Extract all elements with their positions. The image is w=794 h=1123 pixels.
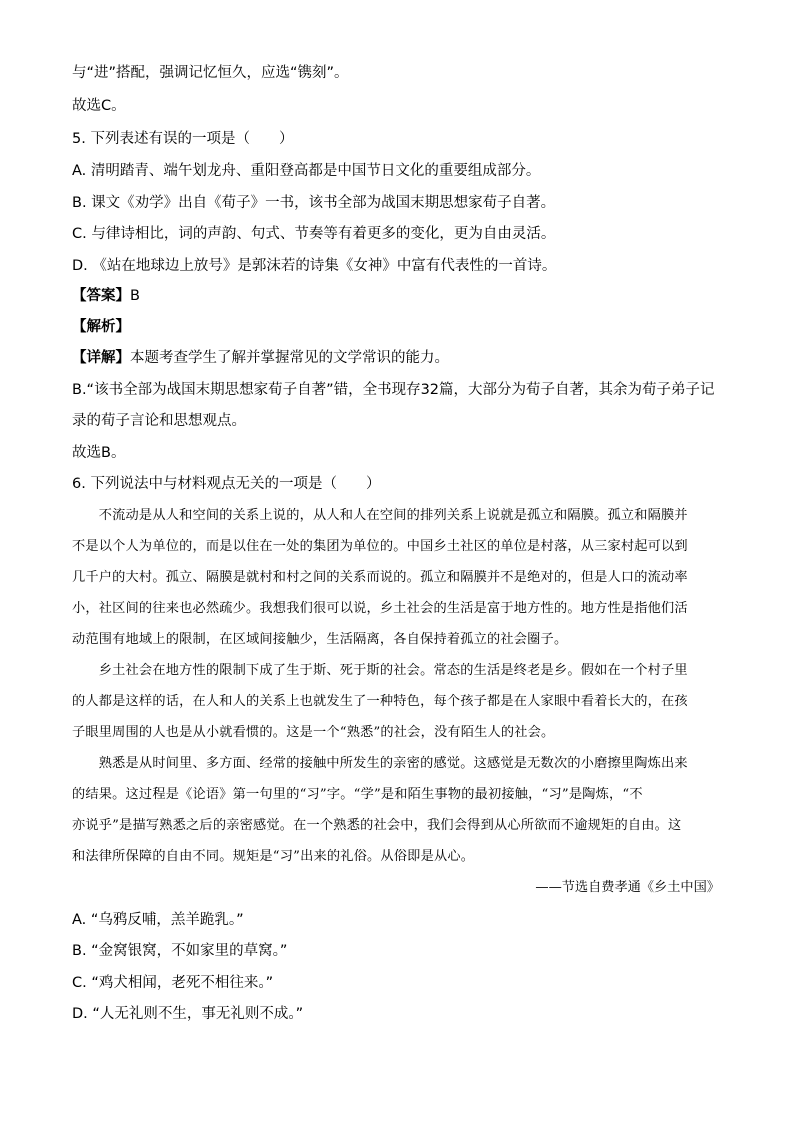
question-5-option-b: B. 课文《劝学》出自《荀子》一书，该书全部为战国末期思想家荀子自著。 bbox=[72, 195, 556, 211]
question-6-stem: 6. 下列说法中与材料观点无关的一项是（ ） bbox=[72, 476, 381, 492]
previous-conclusion: 故选C。 bbox=[72, 98, 126, 114]
passage-line: 子眼里周围的人也是从小就看惯的。这是一个“熟悉”的社会，没有陌生人的社会。 bbox=[72, 725, 555, 740]
answer-value: B bbox=[130, 288, 140, 304]
question-5-option-c: C. 与律诗相比，词的声韵、句式、节奏等有着更多的变化，更为自由灵活。 bbox=[72, 226, 556, 242]
analysis-label: 【解析】 bbox=[72, 319, 130, 335]
question-5-option-a: A. 清明踏青、端午划龙舟、重阳登高都是中国节日文化的重要组成部分。 bbox=[72, 163, 541, 179]
passage-line: 的人都是这样的话，在人和人的关系上也就发生了一种特色，每个孩子都是在人家眼中看着长大的，在孩 bbox=[72, 694, 688, 709]
question-5-answer bbox=[72, 286, 140, 306]
question-5-explanation-line-2: 录的荀子言论和思想观点。 bbox=[72, 413, 246, 429]
detail-label: 【详解】 bbox=[72, 350, 130, 366]
passage-line: 不流动是从人和空间的关系上说的，从人和人在空间的排列关系上说就是孤立和隔膜。孤立和隔膜并 bbox=[72, 508, 688, 523]
question-5-option-d: D. 《站在地球边上放号》是郭沫若的诗集《女神》中富有代表性的一首诗。 bbox=[72, 258, 557, 274]
question-5-conclusion: 故选B。 bbox=[72, 445, 126, 461]
passage-line: 乡土社会在地方性的限制下成了生于斯、死于斯的社会。常态的生活是终老是乡。假如在一个村子里 bbox=[72, 663, 688, 678]
detail-text: 本题考查学生了解并掌握常见的文学常识的能力。 bbox=[130, 350, 449, 366]
passage-source: ——节选自费孝通《乡土中国》 bbox=[535, 880, 720, 895]
answer-label: 【答案】 bbox=[72, 288, 130, 304]
passage-line: 和法律所保障的自由不同。规矩是“习”出来的礼俗。从俗即是从心。 bbox=[72, 849, 475, 864]
passage-line: 动范围有地域上的限制，在区域间接触少，生活隔离，各自保持着孤立的社会圈子。 bbox=[72, 632, 568, 647]
passage-line: 小，社区间的往来也必然疏少。我想我们很可以说，乡土社会的生活是富于地方性的。地方性是指他们活 bbox=[72, 601, 688, 616]
question-5-stem: 5. 下列表述有误的一项是（ ） bbox=[72, 131, 294, 147]
passage-line: 熟悉是从时间里、多方面、经常的接触中所发生的亲密的感觉。这感觉是无数次的小磨擦里陶炼出来 bbox=[72, 756, 688, 771]
passage-line: 的结果。这过程是《论语》第一句里的“习”字。“学”是和陌生事物的最初接触，“习”是陶炼，“不 bbox=[72, 787, 643, 802]
previous-answer-tail: 与“进”搭配，强调记忆恒久，应选“镌刻”。 bbox=[72, 65, 349, 81]
passage-line: 几千户的大村。孤立、隔膜是就村和村之间的关系而说的。孤立和隔膜并不是绝对的，但是人口的流动率 bbox=[72, 570, 688, 585]
question-5-explanation-line-1: B.“该书全部为战国末期思想家荀子自著”错，全书现存32篇，大部分为荀子自著，其余为荀子弟子记 bbox=[72, 382, 715, 398]
question-6-option-a: A. “乌鸦反哺，羔羊跪乳。” bbox=[72, 912, 244, 928]
question-6-option-b: B. “金窝银窝，不如家里的草窝。” bbox=[72, 943, 288, 959]
question-6-option-c: C. “鸡犬相闻，老死不相往来。” bbox=[72, 975, 274, 991]
passage-line: 不是以个人为单位的，而是以住在一处的集团为单位的。中国乡土社区的单位是村落，从三家村起可以到 bbox=[72, 539, 688, 554]
question-5-detail bbox=[72, 348, 449, 368]
question-6-option-d: D. “人无礼则不生，事无礼则不成。” bbox=[72, 1006, 304, 1022]
question-5-analysis bbox=[72, 317, 130, 337]
passage-line: 亦说乎”是描写熟悉之后的亲密感觉。在一个熟悉的社会中，我们会得到从心所欲而不逾规矩的自由。这 bbox=[72, 818, 682, 833]
